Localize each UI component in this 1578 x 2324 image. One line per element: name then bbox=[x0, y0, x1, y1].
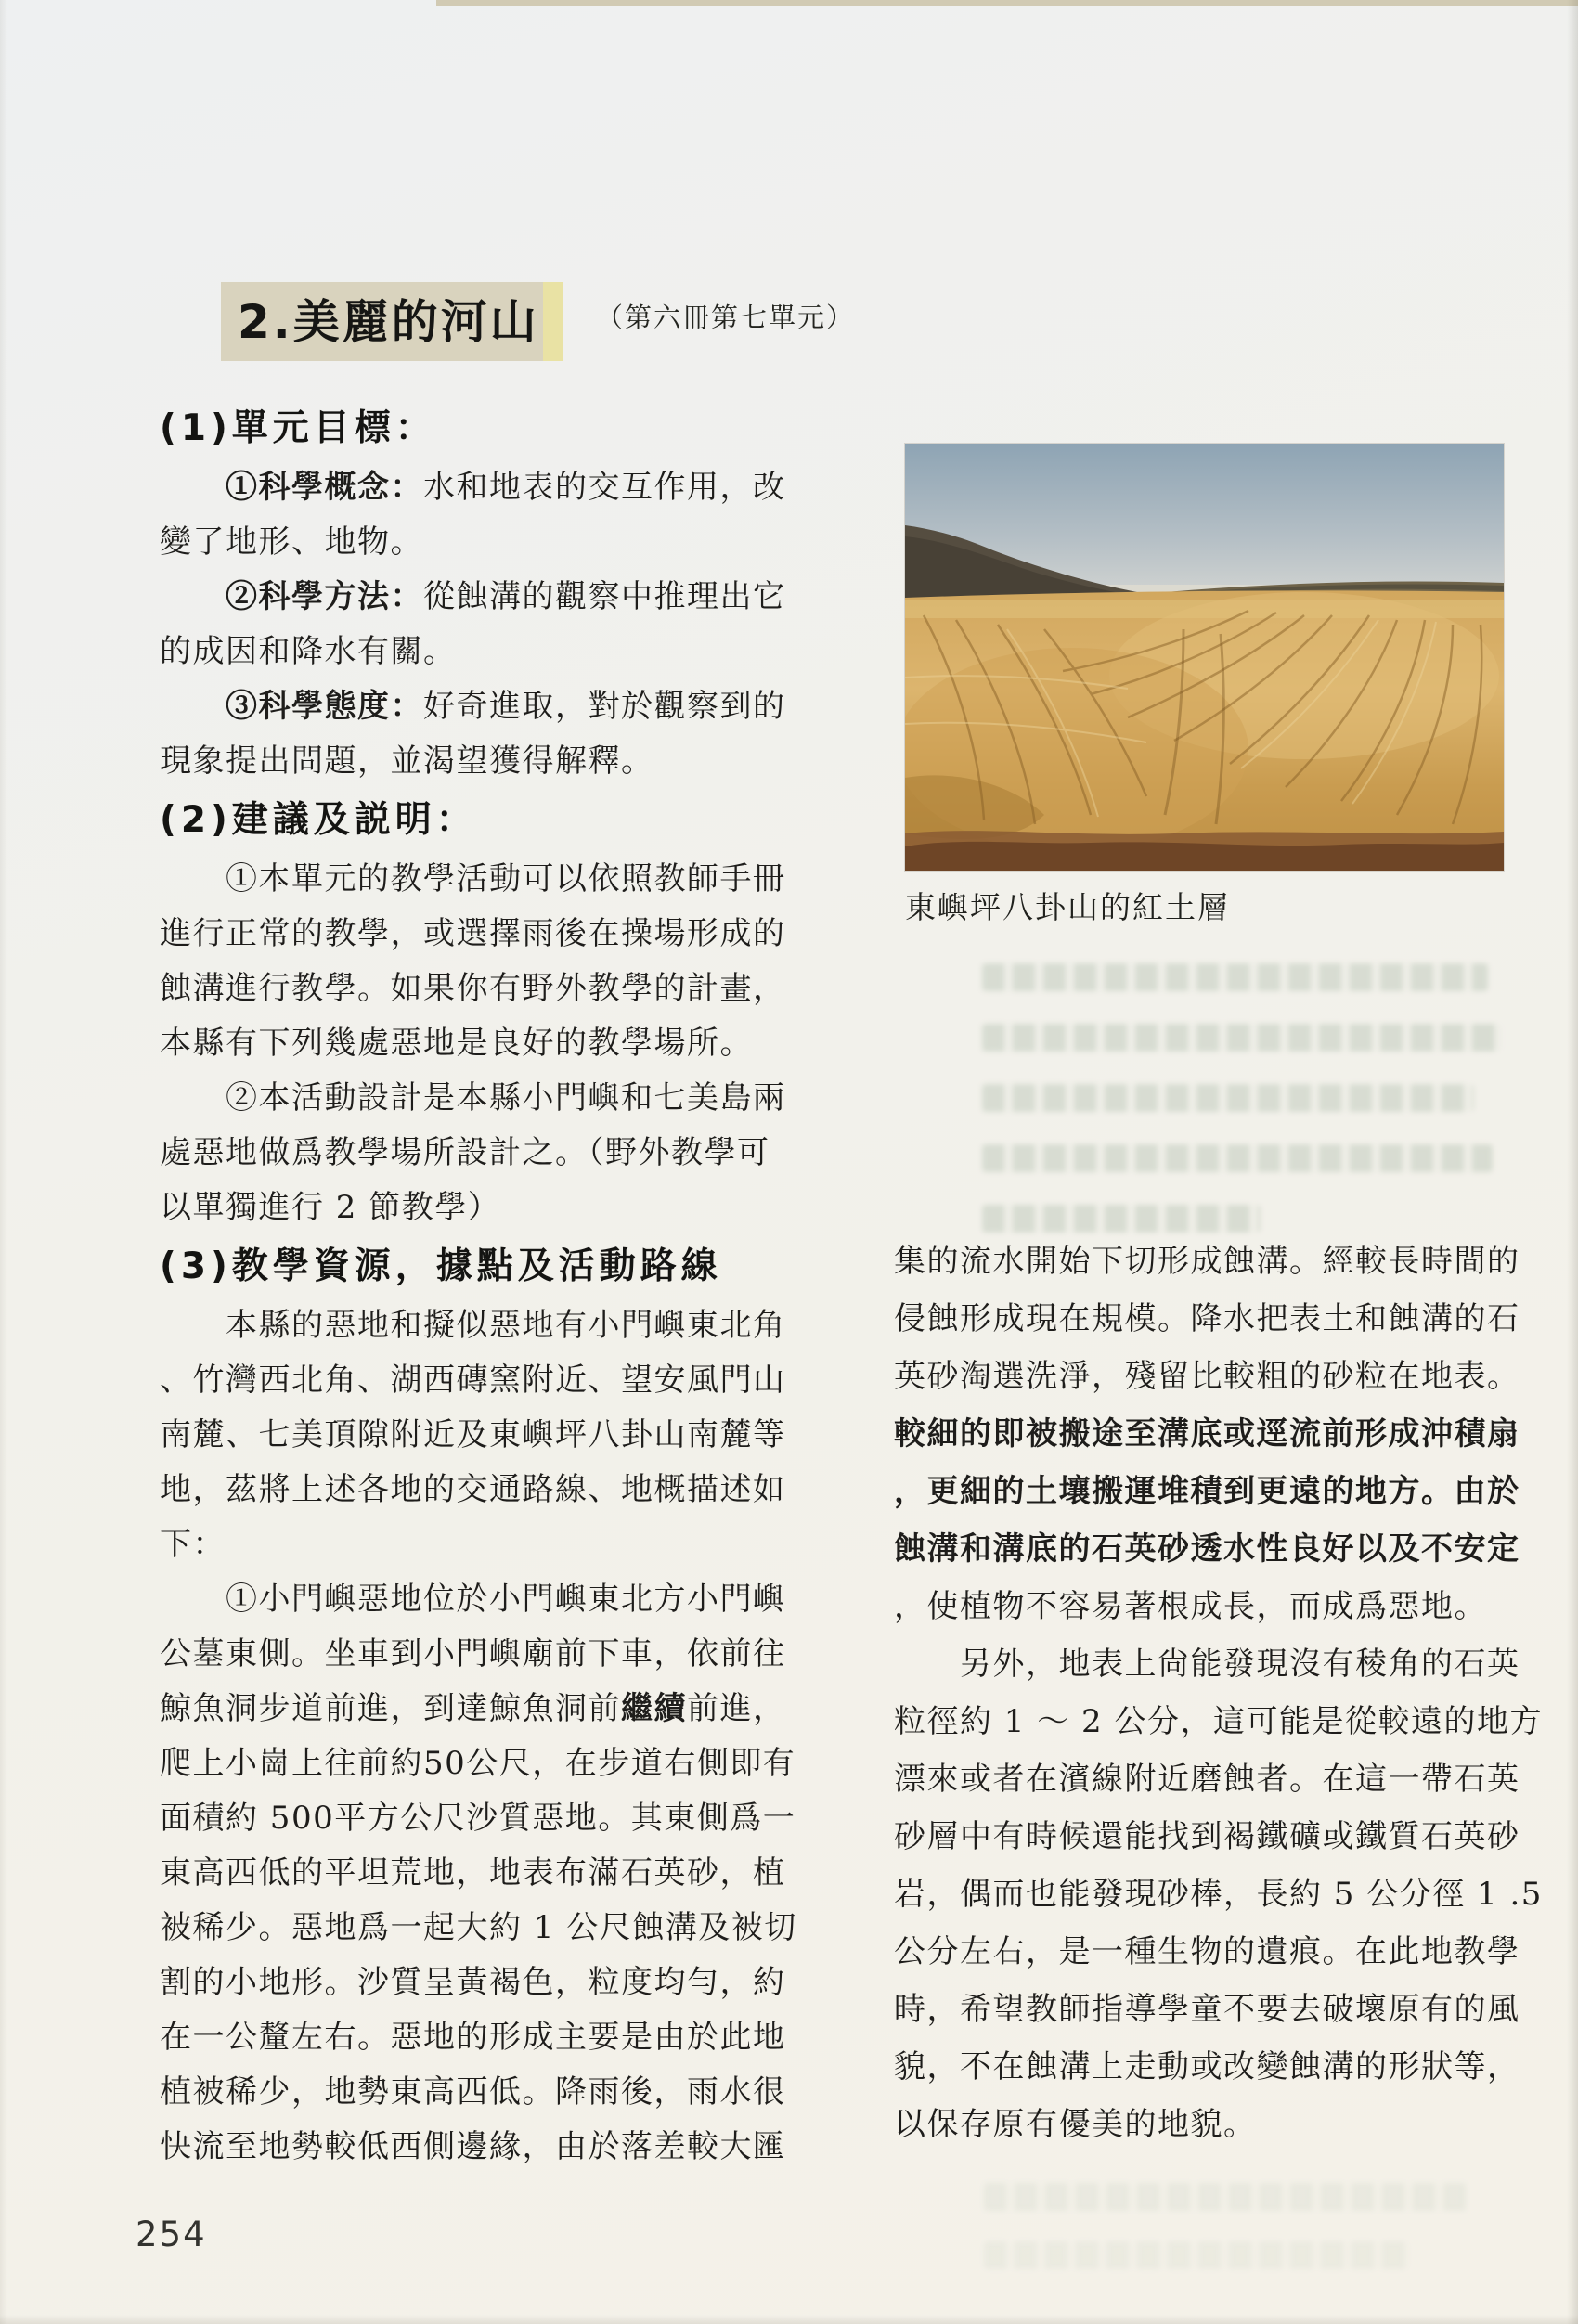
page-title: 2.美麗的河山 bbox=[238, 295, 539, 349]
text-segment: 進行正常的教學，或選擇雨後在操場形成的 bbox=[160, 915, 786, 952]
text-line bbox=[160, 679, 809, 734]
text-line bbox=[160, 1791, 809, 1846]
text-line bbox=[160, 2065, 809, 2120]
text-segment: 的成因和降水有關。 bbox=[160, 633, 457, 670]
showthrough-text-row bbox=[982, 963, 1488, 991]
text-segment: 現象提出問題，並渴望獲得解釋。 bbox=[160, 742, 654, 780]
section-heading: (1)單元目標： bbox=[160, 407, 436, 449]
text-segment: 本縣有下列幾處惡地是良好的教學場所。 bbox=[160, 1025, 753, 1062]
text-segment bbox=[160, 578, 226, 615]
title-highlight bbox=[221, 282, 563, 361]
paragraph bbox=[160, 570, 809, 679]
text-line bbox=[894, 1693, 1543, 1750]
scan-right-edge bbox=[1567, 0, 1578, 2324]
bold-text-segment: ③科學態度： bbox=[226, 688, 423, 725]
showthrough-text-row bbox=[984, 2241, 1411, 2269]
text-line bbox=[160, 1901, 809, 1956]
text-line bbox=[160, 570, 809, 625]
text-segment: 時，希望教師指導學童不要去破壞原有的風 bbox=[894, 1991, 1520, 2028]
text-line bbox=[160, 1408, 809, 1463]
text-segment: 以保存原有優美的地貌。 bbox=[894, 2106, 1257, 2143]
bold-text-segment: 較細的即被搬途至溝底或逕流前形成沖積扇 bbox=[894, 1415, 1520, 1452]
text-segment: 被稀少。惡地爲一起大約 1 公尺蝕溝及被切 bbox=[160, 1909, 797, 1946]
text-line bbox=[160, 1737, 809, 1791]
paragraph bbox=[160, 1572, 809, 2175]
text-line bbox=[160, 1126, 809, 1181]
text-segment: ②本活動設計是本縣小門嶼和七美島兩 bbox=[160, 1079, 786, 1117]
text-line bbox=[894, 1290, 1534, 1348]
text-segment: 植被稀少，地勢東高西低。降雨後，雨水很 bbox=[160, 2073, 786, 2111]
showthrough-text-row bbox=[984, 2183, 1467, 2211]
text-line bbox=[160, 1016, 809, 1071]
photo-figure bbox=[905, 444, 1504, 871]
text-segment: 英砂淘選洗淨，殘留比較粗的砂粒在地表。 bbox=[894, 1358, 1520, 1395]
text-segment: 貌，不在蝕溝上走動或改變蝕溝的形狀等， bbox=[894, 2048, 1520, 2085]
text-segment: 在一公釐左右。惡地的形成主要是由於此地 bbox=[160, 2019, 786, 2056]
right-text-column bbox=[894, 1233, 1543, 2153]
text-segment: 地，茲將上述各地的交通路線、地概描述如 bbox=[160, 1471, 786, 1508]
text-line bbox=[160, 515, 809, 570]
text-segment: 蝕溝進行教學。如果你有野外教學的計畫， bbox=[160, 970, 786, 1007]
text-segment: 水和地表的交互作用，改 bbox=[423, 469, 786, 506]
text-segment: 快流至地勢較低西側邊緣，由於落差較大匯 bbox=[160, 2128, 786, 2165]
text-segment: ①本單元的教學活動可以依照教師手冊 bbox=[160, 860, 786, 897]
text-segment: ①小門嶼惡地位於小門嶼東北方小門嶼 bbox=[160, 1581, 786, 1618]
bold-text-segment: 繼續 bbox=[621, 1690, 687, 1727]
bold-text-segment: ②科學方法： bbox=[226, 578, 423, 615]
text-line bbox=[894, 1981, 1534, 2038]
text-segment: 東高西低的平坦荒地，地表布滿石英砂，植 bbox=[160, 1854, 786, 1891]
text-segment: 處惡地做爲教學場所設計之。（野外教學可 bbox=[160, 1134, 770, 1171]
text-line bbox=[894, 1866, 1543, 1923]
paragraph bbox=[160, 1071, 809, 1235]
text-line bbox=[160, 962, 809, 1016]
text-segment: 爬上小崗上往前約50公尺，在步道右側即有 bbox=[160, 1745, 796, 1782]
page-number: 254 bbox=[136, 2214, 207, 2254]
text-line bbox=[160, 1627, 809, 1682]
text-line bbox=[160, 907, 809, 962]
section-title-block bbox=[221, 282, 563, 361]
text-line bbox=[160, 460, 809, 515]
showthrough-text-row bbox=[982, 1144, 1493, 1172]
bold-text-segment: 蝕溝和溝底的石英砂透水性良好以及不安定 bbox=[894, 1530, 1520, 1568]
text-segment: 公墓東側。坐車到小門嶼廟前下車，依前往 bbox=[160, 1635, 786, 1672]
text-line bbox=[894, 2096, 1534, 2153]
text-line bbox=[894, 1520, 1534, 1578]
text-line bbox=[160, 1846, 809, 1901]
text-segment: 前進， bbox=[687, 1690, 786, 1727]
text-line bbox=[894, 1578, 1534, 1635]
text-line bbox=[894, 1750, 1534, 1808]
showthrough-text-row bbox=[982, 1084, 1474, 1112]
text-segment: 南麓、七美頂隙附近及東嶼坪八卦山南麓等 bbox=[160, 1416, 786, 1453]
text-line bbox=[160, 1298, 809, 1353]
text-line bbox=[160, 734, 809, 789]
bold-text-segment: ①科學概念： bbox=[226, 469, 423, 506]
badlands-photo-image bbox=[905, 444, 1504, 871]
text-segment: 另外，地表上尙能發現沒有稜角的石英 bbox=[894, 1646, 1520, 1683]
paragraph bbox=[160, 679, 809, 789]
text-segment: 侵蝕形成現在規模。降水把表土和蝕溝的石 bbox=[894, 1300, 1520, 1337]
text-segment: 以單獨進行 2 節教學） bbox=[160, 1189, 501, 1226]
paragraph bbox=[160, 1298, 809, 1572]
section-heading: (2)建議及説明： bbox=[160, 799, 477, 841]
text-line bbox=[894, 1923, 1534, 1981]
text-line bbox=[894, 1635, 1534, 1693]
text-line bbox=[160, 852, 809, 907]
text-segment: 好奇進取，對於觀察到的 bbox=[423, 688, 786, 725]
scan-bottom-edge bbox=[0, 2315, 1578, 2324]
text-segment: 集的流水開始下切形成蝕溝。經較長時間的 bbox=[894, 1243, 1520, 1280]
text-segment: 粒徑約 1 ～ 2 公分，這可能是從較遠的地方 bbox=[894, 1703, 1543, 1740]
text-line bbox=[160, 1956, 809, 2010]
text-segment: 從蝕溝的觀察中推理出它 bbox=[423, 578, 786, 615]
text-line bbox=[160, 1572, 809, 1627]
paragraph bbox=[160, 460, 809, 570]
section-heading: (3)教學資源，據點及活動路線 bbox=[160, 1246, 722, 1287]
left-text-column bbox=[160, 397, 809, 2175]
text-segment bbox=[160, 469, 226, 506]
text-line bbox=[160, 1463, 809, 1517]
text-segment: 砂層中有時候還能找到褐鐵礦或鐵質石英砂 bbox=[894, 1818, 1520, 1855]
photo-caption: 東嶼坪八卦山的紅土層 bbox=[905, 889, 1230, 925]
scan-left-edge bbox=[0, 0, 7, 2324]
text-segment: 變了地形、地物。 bbox=[160, 523, 423, 561]
scan-top-edge bbox=[436, 0, 1578, 6]
text-line bbox=[160, 1181, 809, 1235]
text-segment: 割的小地形。沙質呈黃褐色，粒度均勻，約 bbox=[160, 1964, 786, 2001]
text-segment: 面積約 500平方公尺沙質惡地。其東側爲一 bbox=[160, 1800, 796, 1837]
text-line bbox=[894, 1463, 1534, 1520]
text-segment: ，使植物不容易著根成長，而成爲惡地。 bbox=[894, 1588, 1487, 1625]
text-line bbox=[160, 1517, 809, 1572]
text-line bbox=[160, 1682, 809, 1737]
text-segment: 漂來或者在濱線附近磨蝕者。在這一帶石英 bbox=[894, 1761, 1520, 1798]
text-segment: 、竹灣西北角、湖西磚窯附近、望安風門山 bbox=[160, 1362, 786, 1399]
text-line bbox=[160, 1071, 809, 1126]
paragraph bbox=[894, 1635, 1543, 2153]
text-segment: 鯨魚洞步道前進，到達鯨魚洞前 bbox=[160, 1690, 621, 1727]
text-line bbox=[894, 1808, 1534, 1866]
text-line bbox=[894, 1405, 1534, 1463]
text-line bbox=[160, 2010, 809, 2065]
bold-text-segment: ，更細的土壤搬運堆積到更遠的地方。由於 bbox=[894, 1473, 1520, 1510]
showthrough-text-row bbox=[982, 1024, 1502, 1052]
text-line bbox=[160, 625, 809, 679]
text-line bbox=[160, 1353, 809, 1408]
text-segment: 岩，偶而也能發現砂棒，長約 5 公分徑 1 .5 bbox=[894, 1876, 1543, 1913]
text-line bbox=[894, 1233, 1534, 1290]
paragraph bbox=[160, 852, 809, 1071]
text-segment: 本縣的惡地和擬似惡地有小門嶼東北角 bbox=[160, 1307, 786, 1344]
text-line bbox=[160, 2120, 809, 2175]
text-segment bbox=[160, 688, 226, 725]
text-line bbox=[894, 1348, 1534, 1405]
text-segment: 公分左右，是一種生物的遺痕。在此地教學 bbox=[894, 1933, 1520, 1970]
paragraph bbox=[894, 1233, 1534, 1635]
text-line bbox=[894, 2038, 1534, 2096]
showthrough-text-row bbox=[982, 1205, 1261, 1233]
text-segment: 下： bbox=[160, 1526, 226, 1563]
unit-note: （第六冊第七單元） bbox=[596, 302, 856, 333]
